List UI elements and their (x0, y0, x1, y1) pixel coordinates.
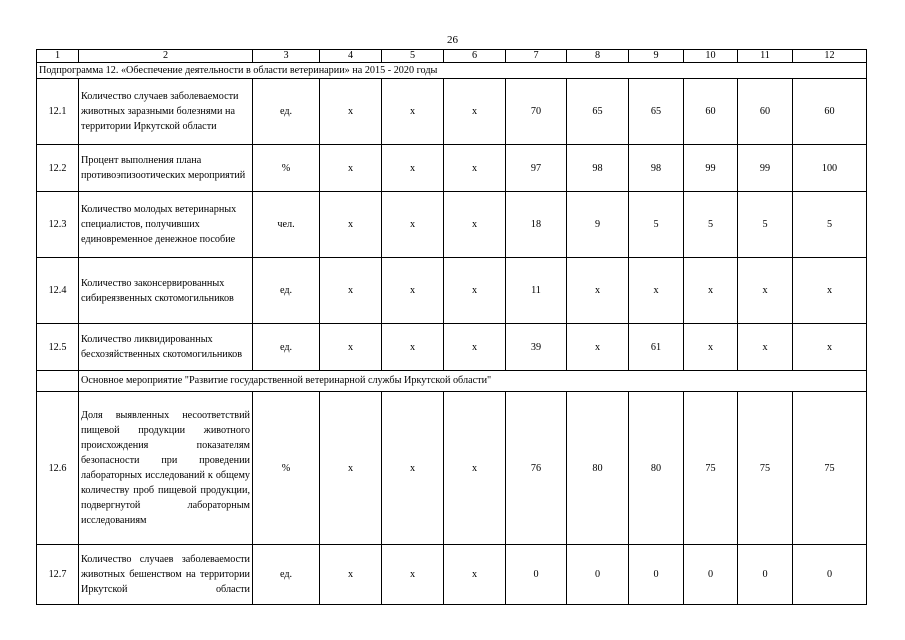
value-cell: 100 (793, 145, 867, 192)
table-row (37, 79, 867, 145)
value-cell: 5 (793, 192, 867, 258)
column-header: 1 (37, 50, 79, 63)
value-cell: х (738, 258, 793, 324)
value-cell: х (629, 258, 684, 324)
value-cell: 5 (684, 192, 738, 258)
indicator-description: Количество законсервированных сибиреязвенных скотомогильников (79, 258, 253, 324)
value-cell: 5 (629, 192, 684, 258)
unit-cell: ед. (253, 258, 320, 324)
value-cell: 80 (567, 392, 629, 545)
value-cell: 65 (567, 79, 629, 145)
table-row (37, 324, 867, 371)
value-cell: 65 (629, 79, 684, 145)
value-cell: х (382, 545, 444, 605)
value-cell: х (320, 79, 382, 145)
value-cell: х (444, 392, 506, 545)
value-cell: х (320, 392, 382, 545)
value-cell: х (738, 324, 793, 371)
table-row (37, 545, 867, 605)
column-header: 7 (506, 50, 567, 63)
value-cell: х (320, 258, 382, 324)
indicator-description: Количество случаев заболеваемости животных заразными болезнями на территории Иркутской области (79, 79, 253, 145)
row-number: 12.3 (37, 192, 79, 258)
value-cell: 60 (684, 79, 738, 145)
unit-cell: ед. (253, 79, 320, 145)
value-cell: 18 (506, 192, 567, 258)
value-cell: х (444, 145, 506, 192)
value-cell: х (320, 545, 382, 605)
column-number-row (37, 50, 867, 63)
value-cell: 70 (506, 79, 567, 145)
column-header: 4 (320, 50, 382, 63)
row-number: 12.2 (37, 145, 79, 192)
value-cell: 98 (567, 145, 629, 192)
value-cell: х (444, 258, 506, 324)
value-cell: 39 (506, 324, 567, 371)
value-cell: 75 (738, 392, 793, 545)
value-cell: х (382, 79, 444, 145)
value-cell: 98 (629, 145, 684, 192)
column-header: 2 (79, 50, 253, 63)
table-row (37, 192, 867, 258)
value-cell: х (567, 258, 629, 324)
value-cell: 75 (684, 392, 738, 545)
indicator-description: Доля выявленных несоответствий пищевой продукции животного происхождения показателям безопасности при проведении лабораторных исследований к общему количеству проб пищевой продукции, подвергнутой лабораторным исследованиям (79, 392, 253, 545)
value-cell: х (320, 324, 382, 371)
subprogram-row (37, 63, 867, 79)
value-cell: 80 (629, 392, 684, 545)
value-cell: х (567, 324, 629, 371)
table-row (37, 392, 867, 545)
unit-cell: % (253, 392, 320, 545)
unit-cell: чел. (253, 192, 320, 258)
column-header: 3 (253, 50, 320, 63)
table-row (37, 145, 867, 192)
row-number: 12.7 (37, 545, 79, 605)
activity-row (37, 371, 867, 392)
column-header: 6 (444, 50, 506, 63)
indicators-table (36, 49, 867, 605)
value-cell: 60 (793, 79, 867, 145)
value-cell: 97 (506, 145, 567, 192)
value-cell: х (382, 324, 444, 371)
unit-cell: % (253, 145, 320, 192)
column-header: 9 (629, 50, 684, 63)
column-header: 10 (684, 50, 738, 63)
value-cell: х (444, 324, 506, 371)
row-number: 12.1 (37, 79, 79, 145)
column-header: 11 (738, 50, 793, 63)
indicator-description: Количество молодых ветеринарных специалистов, получивших единовременное денежное пособие (79, 192, 253, 258)
value-cell: 5 (738, 192, 793, 258)
value-cell: х (382, 145, 444, 192)
value-cell: х (382, 258, 444, 324)
value-cell: х (684, 324, 738, 371)
value-cell: 0 (738, 545, 793, 605)
row-number: 12.5 (37, 324, 79, 371)
value-cell: 0 (567, 545, 629, 605)
empty-cell (37, 371, 79, 392)
page-number: 26 (447, 34, 458, 46)
value-cell: 60 (738, 79, 793, 145)
value-cell: х (320, 145, 382, 192)
value-cell: 76 (506, 392, 567, 545)
column-header: 5 (382, 50, 444, 63)
indicator-description: Количество ликвидированных бесхозяйственных скотомогильников (79, 324, 253, 371)
value-cell: х (382, 192, 444, 258)
row-number: 12.4 (37, 258, 79, 324)
value-cell: х (320, 192, 382, 258)
value-cell: х (382, 392, 444, 545)
activity-title: Основное мероприятие "Развитие государственной ветеринарной службы Иркутской области" (79, 371, 867, 392)
value-cell: х (444, 545, 506, 605)
indicator-description: Процент выполнения плана противоэпизоотических мероприятий (79, 145, 253, 192)
value-cell: 61 (629, 324, 684, 371)
unit-cell: ед. (253, 545, 320, 605)
value-cell: 99 (738, 145, 793, 192)
column-header: 8 (567, 50, 629, 63)
value-cell: 0 (684, 545, 738, 605)
unit-cell: ед. (253, 324, 320, 371)
value-cell: 75 (793, 392, 867, 545)
indicator-description: Количество случаев заболеваемости животных бешенством на территории Иркутской области (79, 545, 253, 605)
value-cell: х (684, 258, 738, 324)
column-header: 12 (793, 50, 867, 63)
value-cell: 0 (793, 545, 867, 605)
value-cell: х (793, 324, 867, 371)
value-cell: х (444, 79, 506, 145)
value-cell: 0 (629, 545, 684, 605)
value-cell: х (793, 258, 867, 324)
value-cell: 99 (684, 145, 738, 192)
subprogram-title: Подпрограмма 12. «Обеспечение деятельности в области ветеринарии» на 2015 - 2020 годы (37, 63, 867, 79)
value-cell: 9 (567, 192, 629, 258)
table-row (37, 258, 867, 324)
value-cell: 11 (506, 258, 567, 324)
value-cell: х (444, 192, 506, 258)
row-number: 12.6 (37, 392, 79, 545)
value-cell: 0 (506, 545, 567, 605)
